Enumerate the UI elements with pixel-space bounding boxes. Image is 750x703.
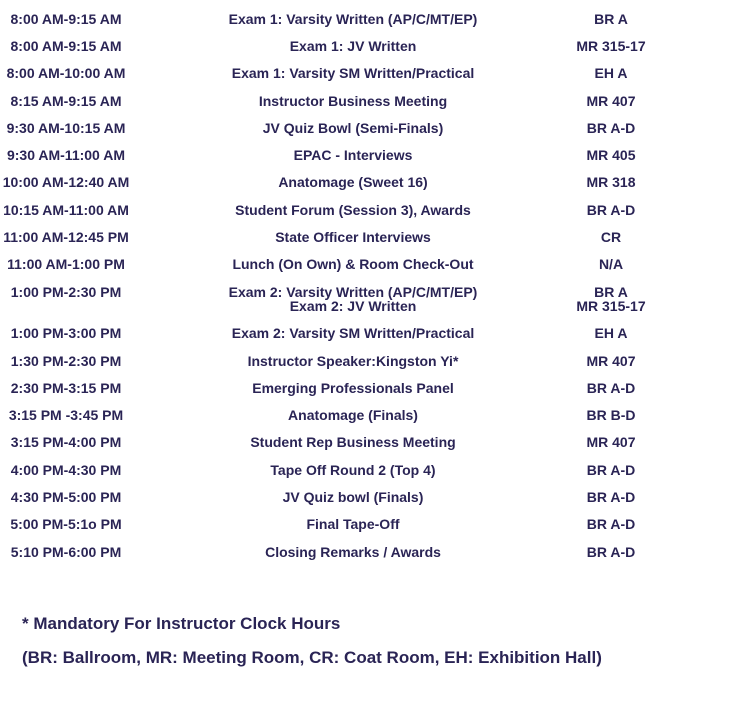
time-cell: 5:10 PM-6:00 PM (10, 544, 122, 560)
room-cell (556, 230, 666, 244)
event-cell (172, 381, 534, 395)
room-name: BR B-D (586, 407, 636, 423)
event-name: Exam 1: Varsity Written (AP/C/MT/EP) (228, 11, 478, 27)
time-cell: 1:30 PM-2:30 PM (10, 353, 122, 369)
event-cell (172, 285, 534, 313)
room-cell (556, 490, 666, 504)
room-name: BR A-D (586, 462, 636, 478)
room-name: MR 405 (586, 147, 636, 163)
room-cell (556, 435, 666, 449)
event-cell (172, 203, 534, 217)
room-name: MR 315-17 (576, 38, 646, 54)
room-name: BR A (594, 284, 628, 300)
event-name: Anatomage (Sweet 16) (278, 174, 428, 190)
event-cell (172, 148, 534, 162)
room-cell (556, 175, 666, 189)
room-cell (556, 94, 666, 108)
event-name: Exam 1: JV Written (289, 38, 417, 54)
time-cell: 3:15 PM -3:45 PM (8, 407, 124, 423)
event-cell (172, 326, 534, 340)
time-cell: 1:00 PM-2:30 PM (10, 284, 122, 300)
event-cell (172, 545, 534, 559)
event-name: Exam 1: Varsity SM Written/Practical (231, 65, 475, 81)
event-name: Instructor Business Meeting (258, 93, 448, 109)
room-cell (556, 381, 666, 395)
room-name: EH A (594, 325, 628, 341)
event-name-secondary: Exam 2: JV Written (289, 298, 417, 314)
event-cell (172, 12, 534, 26)
time-cell: 4:00 PM-4:30 PM (10, 462, 122, 478)
time-cell: 8:00 AM-9:15 AM (10, 38, 122, 54)
event-cell (172, 257, 534, 271)
room-name: BR A-D (586, 516, 636, 532)
time-cell: 5:00 PM-5:1o PM (10, 516, 122, 532)
event-name: JV Quiz bowl (Finals) (282, 489, 424, 505)
time-cell: 4:30 PM-5:00 PM (10, 489, 122, 505)
room-name: MR 407 (586, 93, 636, 109)
room-name: BR A-D (586, 544, 636, 560)
room-cell (556, 121, 666, 135)
room-cell (556, 66, 666, 80)
room-name: EH A (594, 65, 628, 81)
event-cell (172, 517, 534, 531)
event-cell (172, 435, 534, 449)
room-name: BR A (594, 11, 628, 27)
event-cell (172, 230, 534, 244)
time-cell: 9:30 AM-10:15 AM (6, 120, 126, 136)
time-cell: 11:00 AM-1:00 PM (7, 256, 125, 272)
event-name: Final Tape-Off (306, 516, 400, 532)
event-name: Closing Remarks / Awards (265, 544, 441, 560)
event-name: Exam 2: Varsity SM Written/Practical (231, 325, 475, 341)
event-cell (172, 354, 534, 368)
room-cell (556, 285, 666, 313)
time-cell: 3:15 PM-4:00 PM (10, 434, 122, 450)
time-cell: 1:00 PM-3:00 PM (10, 325, 122, 341)
room-cell (556, 463, 666, 477)
room-cell (556, 39, 666, 53)
event-name: Student Forum (Session 3), Awards (235, 202, 471, 218)
time-cell: 10:15 AM-11:00 AM (3, 202, 129, 218)
event-cell (172, 39, 534, 53)
time-cell: 10:00 AM-12:40 AM (2, 174, 130, 190)
room-cell (556, 354, 666, 368)
event-cell (172, 408, 534, 422)
room-name: BR A-D (586, 202, 636, 218)
room-cell (556, 545, 666, 559)
mandatory-note: * Mandatory For Instructor Clock Hours (22, 614, 341, 633)
event-name: Anatomage (Finals) (288, 407, 418, 423)
time-cell: 8:00 AM-9:15 AM (10, 11, 122, 27)
room-name: MR 318 (586, 174, 636, 190)
room-name: BR A-D (586, 489, 636, 505)
event-name: Exam 2: Varsity Written (AP/C/MT/EP) (228, 284, 478, 300)
time-cell: 9:30 AM-11:00 AM (6, 147, 125, 163)
room-name: MR 407 (586, 434, 636, 450)
event-cell (172, 175, 534, 189)
event-name: State Officer Interviews (275, 229, 431, 245)
room-name-secondary: MR 315-17 (576, 298, 646, 314)
time-cell: 11:00 AM-12:45 PM (3, 229, 129, 245)
room-cell (556, 148, 666, 162)
event-cell (172, 463, 534, 477)
room-name: CR (600, 229, 622, 245)
event-cell (172, 121, 534, 135)
room-legend: (BR: Ballroom, MR: Meeting Room, CR: Coat Room, EH: Exhibition Hall) (22, 648, 602, 667)
room-name: BR A-D (586, 120, 636, 136)
room-cell (556, 257, 666, 271)
room-cell (556, 326, 666, 340)
event-name: EPAC - Interviews (293, 147, 413, 163)
event-cell (172, 66, 534, 80)
event-name: Student Rep Business Meeting (250, 434, 456, 450)
event-name: Instructor Speaker:Kingston Yi* (247, 353, 459, 369)
time-cell: 8:00 AM-10:00 AM (6, 65, 126, 81)
event-name: JV Quiz Bowl (Semi-Finals) (262, 120, 444, 136)
room-name: MR 407 (586, 353, 636, 369)
room-name: N/A (598, 256, 624, 272)
event-cell (172, 94, 534, 108)
event-name: Lunch (On Own) & Room Check-Out (232, 256, 474, 272)
room-cell (556, 12, 666, 26)
time-cell: 8:15 AM-9:15 AM (10, 93, 122, 109)
room-cell (556, 517, 666, 531)
room-name: BR A-D (586, 380, 636, 396)
room-cell (556, 408, 666, 422)
time-cell: 2:30 PM-3:15 PM (10, 380, 122, 396)
event-name: Emerging Professionals Panel (252, 380, 454, 396)
event-name: Tape Off Round 2 (Top 4) (270, 462, 436, 478)
event-cell (172, 490, 534, 504)
room-cell (556, 203, 666, 217)
